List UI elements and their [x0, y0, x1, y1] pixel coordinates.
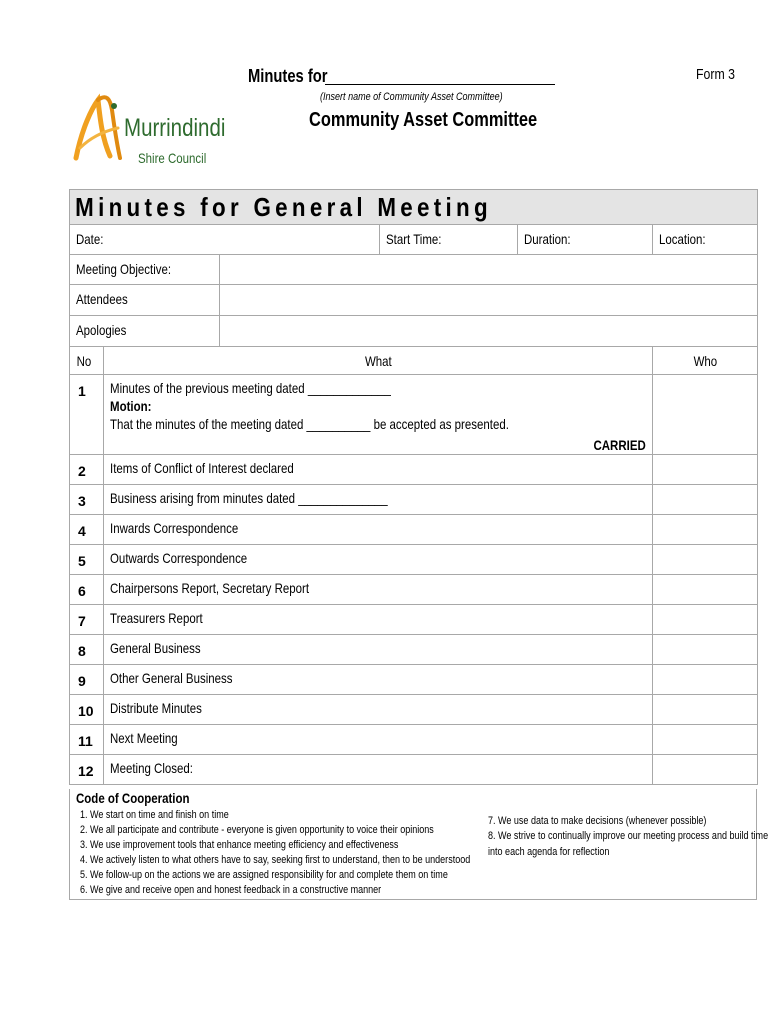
table-title-cell [70, 190, 758, 225]
carried-label: CARRIED [593, 437, 646, 453]
item-what[interactable]: Items of Conflict of Interest declared [104, 455, 653, 485]
list-item: 6. We give and receive open and honest feedback in a constructive manner [80, 884, 382, 896]
table-row [70, 375, 758, 455]
list-item: 4. We actively listen to what others have to say, seeking first to understand, then to be understood [80, 854, 471, 866]
table-row [70, 755, 758, 785]
item-who[interactable] [653, 635, 758, 665]
item-number: 12 [70, 755, 104, 785]
item-who[interactable] [653, 545, 758, 575]
item-who[interactable] [653, 755, 758, 785]
attendees-field[interactable] [220, 285, 758, 316]
item-number: 9 [70, 665, 104, 695]
list-item: 5. We follow-up on the actions we are assigned responsibility for and complete them on time [80, 869, 448, 881]
table-row [70, 695, 758, 725]
list-item: 7. We use data to make decisions (whenever possible) [488, 815, 707, 827]
apologies-field[interactable] [220, 316, 758, 347]
item-number: 8 [70, 635, 104, 665]
item-what[interactable]: Inwards Correspondence [104, 515, 653, 545]
item-who[interactable] [653, 605, 758, 635]
item-what[interactable]: Business arising from minutes dated ______________ [104, 485, 653, 515]
location-field[interactable]: Location: [653, 225, 758, 255]
code-title: Code of Cooperation [76, 790, 190, 806]
list-item: 8. We strive to continually improve our meeting process and build time [488, 830, 769, 842]
table-row [70, 545, 758, 575]
item-number: 11 [70, 725, 104, 755]
code-of-cooperation [69, 789, 769, 900]
item-what[interactable]: General Business [104, 635, 653, 665]
item-what[interactable]: Chairpersons Report, Secretary Report [104, 575, 653, 605]
item-what[interactable]: Next Meeting [104, 725, 653, 755]
table-row [70, 635, 758, 665]
table-row [70, 485, 758, 515]
minutes-for-label: Minutes for [248, 66, 328, 86]
minutes-table [69, 189, 758, 785]
start-time-field[interactable]: Start Time: [380, 225, 518, 255]
item-who[interactable] [653, 515, 758, 545]
item-number: 2 [70, 455, 104, 485]
table-row [70, 725, 758, 755]
item-number: 3 [70, 485, 104, 515]
item-who[interactable] [653, 695, 758, 725]
form-number: Form 3 [696, 66, 735, 83]
item-what[interactable]: Outwards Correspondence [104, 545, 653, 575]
col-header-who: Who [653, 347, 758, 375]
item-who[interactable] [653, 725, 758, 755]
item-number: 1 [70, 375, 104, 455]
table-row [70, 605, 758, 635]
item-who[interactable] [653, 575, 758, 605]
col-header-no: No [70, 347, 104, 375]
objective-field[interactable] [220, 255, 758, 285]
list-item: 3. We use improvement tools that enhance meeting efficiency and effectiveness [80, 839, 399, 851]
insert-name-hint: (Insert name of Community Asset Committee) [320, 91, 503, 103]
list-item: into each agenda for reflection [488, 846, 610, 858]
item-who[interactable] [653, 485, 758, 515]
logo-name: Murrindindi [124, 114, 226, 142]
attendees-label-cell: Attendees [70, 285, 220, 316]
duration-field[interactable]: Duration: [518, 225, 653, 255]
date-field[interactable]: Date: [70, 225, 380, 255]
col-header-what: What [104, 347, 653, 375]
item-who[interactable] [653, 375, 758, 455]
item-number: 10 [70, 695, 104, 725]
committee-name-blank[interactable] [325, 84, 555, 85]
table-row [70, 455, 758, 485]
table-title: Minutes for General Meeting [75, 192, 492, 222]
apologies-label-cell: Apologies [70, 316, 220, 347]
item-number: 7 [70, 605, 104, 635]
item-what[interactable]: Treasurers Report [104, 605, 653, 635]
committee-heading: Community Asset Committee [309, 109, 538, 131]
item-what[interactable]: Meeting Closed: [104, 755, 653, 785]
item-number: 5 [70, 545, 104, 575]
objective-label-cell: Meeting Objective: [70, 255, 220, 285]
item-number: 6 [70, 575, 104, 605]
item-what[interactable]: Distribute Minutes [104, 695, 653, 725]
table-row [70, 665, 758, 695]
list-item: 2. We all participate and contribute - everyone is given opportunity to voice their opinions [80, 824, 434, 836]
item-what[interactable]: Other General Business [104, 665, 653, 695]
item-who[interactable] [653, 455, 758, 485]
item-number: 4 [70, 515, 104, 545]
table-row [70, 515, 758, 545]
table-row [70, 575, 758, 605]
logo-subtitle: Shire Council [138, 150, 207, 166]
item-who[interactable] [653, 665, 758, 695]
item-what[interactable]: Minutes of the previous meeting dated _____________ Motion: That the minutes of the meeting dated __________ be accepted as presented. CARRIED [104, 375, 653, 455]
list-item: 1. We start on time and finish on time [80, 809, 229, 821]
